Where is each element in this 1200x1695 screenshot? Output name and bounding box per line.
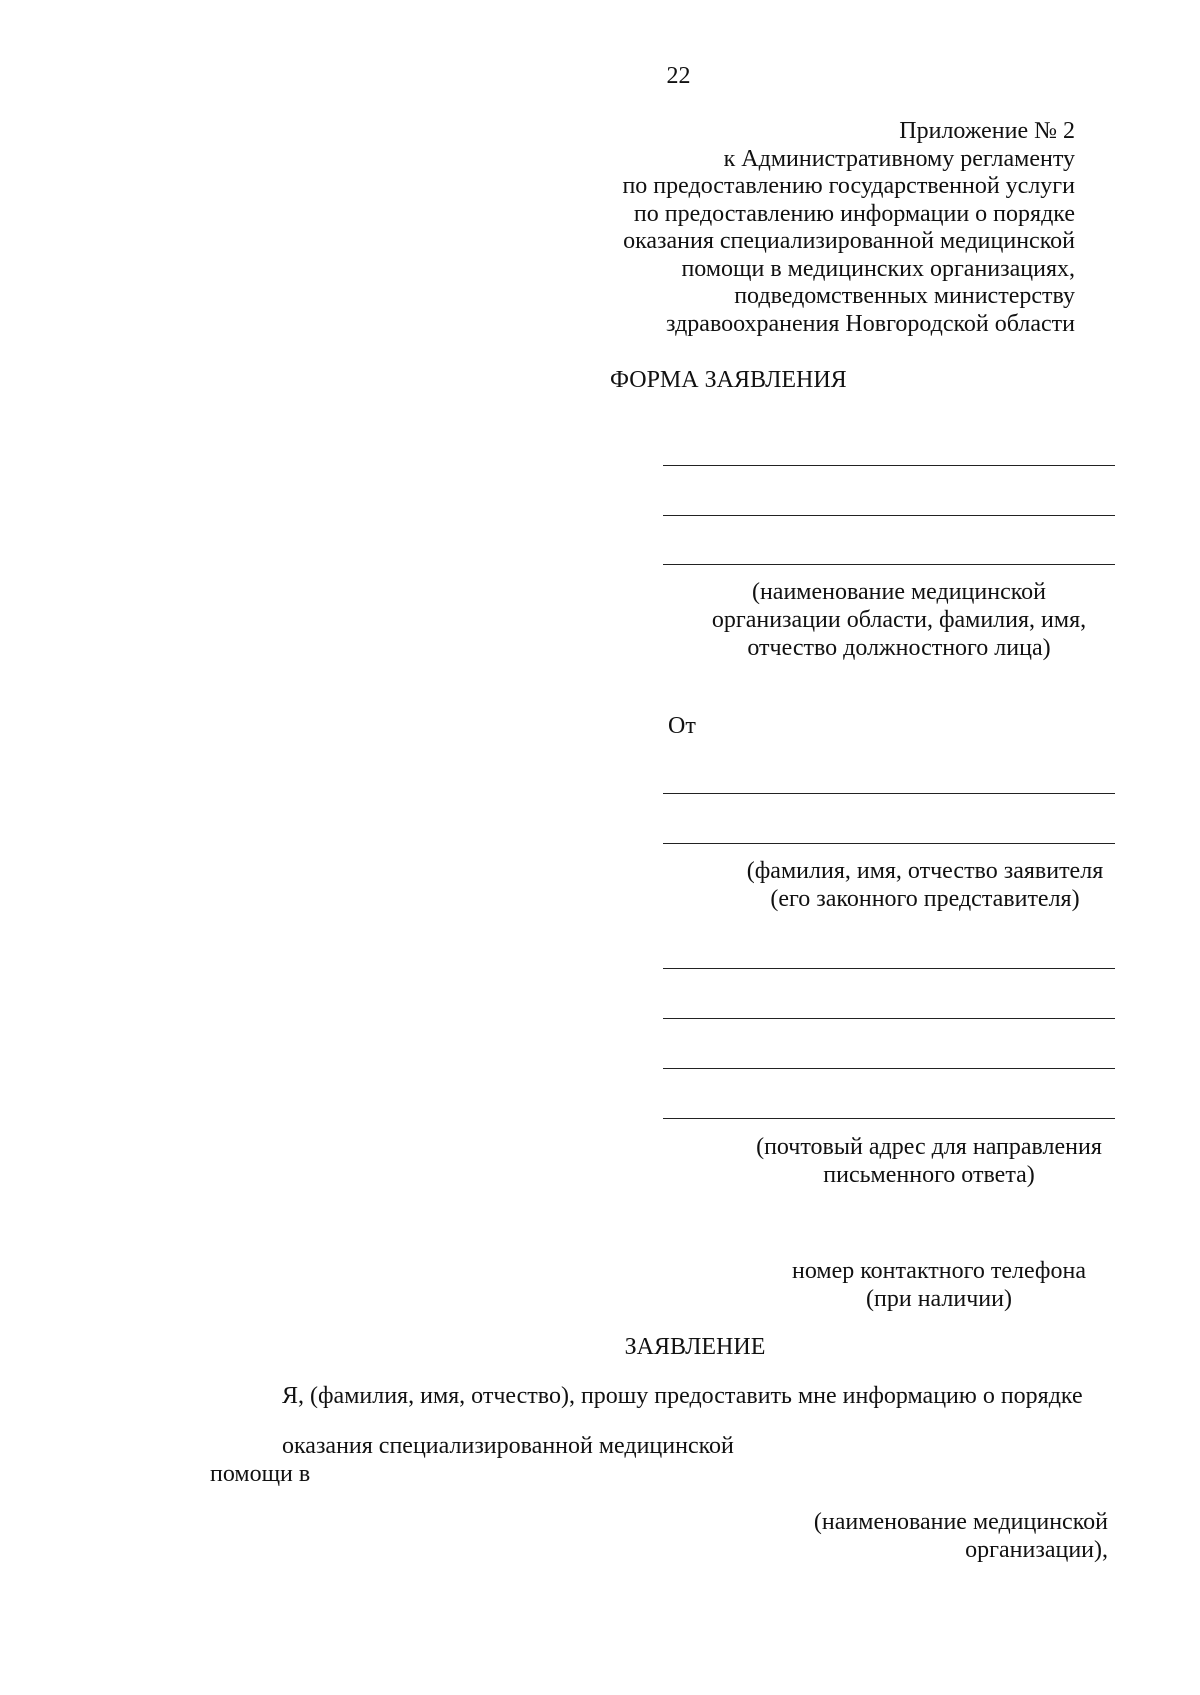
recipient-blank-line[interactable] [663,465,1115,466]
applicant-caption [720,857,1130,913]
address-caption [720,1133,1138,1189]
appendix-line: по предоставлению информации о порядке [633,200,1075,227]
address-blank-line[interactable] [663,968,1115,969]
caption-line: организации), [965,1537,1108,1563]
statement-title: ЗАЯВЛЕНИЕ [624,1334,766,1360]
appendix-line: к Административному регламенту [723,145,1075,172]
statement-body-line: помощи в [210,1461,311,1487]
page-number: 22 [666,63,691,89]
appendix-header [622,118,1075,338]
caption-line: (фамилия, имя, отчество заявителя [746,858,1104,884]
appendix-line: оказания специализированной медицинской [623,228,1075,254]
appendix-line: помощи в медицинских организациях, [681,255,1075,282]
caption-line: (при наличии) [866,1286,1012,1312]
caption-line: (наименование медицинской [751,579,1047,605]
recipient-caption [680,578,1118,662]
recipient-blank-line[interactable] [663,564,1115,565]
statement-body-line: Я, (фамилия, имя, отчество), прошу предоставить мне информацию о порядке [282,1383,1083,1409]
address-blank-line[interactable] [663,1068,1115,1069]
medical-organization-caption [814,1508,1108,1564]
phone-caption [760,1257,1118,1313]
address-blank-line[interactable] [663,1018,1115,1019]
caption-line: организации области, фамилия, имя, [711,607,1087,633]
appendix-line: здравоохранения Новгородской области [666,310,1075,337]
recipient-blank-line[interactable] [663,515,1115,516]
statement-body-line: оказания специализированной медицинской [282,1433,734,1459]
caption-line: письменного ответа) [823,1162,1035,1188]
form-title: ФОРМА ЗАЯВЛЕНИЯ [610,367,847,393]
caption-line: (наименование медицинской [813,1509,1108,1535]
address-blank-line[interactable] [663,1118,1115,1119]
appendix-line: по предоставлению государственной услуги [622,173,1075,199]
applicant-blank-line[interactable] [663,793,1115,794]
caption-line: номер контактного телефона [792,1258,1086,1284]
caption-line: (почтовый адрес для направления [756,1134,1102,1160]
appendix-line: подведомственных министерству [734,283,1075,309]
appendix-line: Приложение № 2 [899,118,1075,144]
from-label: От [668,713,696,739]
applicant-blank-line[interactable] [663,843,1115,844]
caption-line: отчество должностного лица) [747,635,1051,661]
caption-line: (его законного представителя) [770,886,1080,912]
